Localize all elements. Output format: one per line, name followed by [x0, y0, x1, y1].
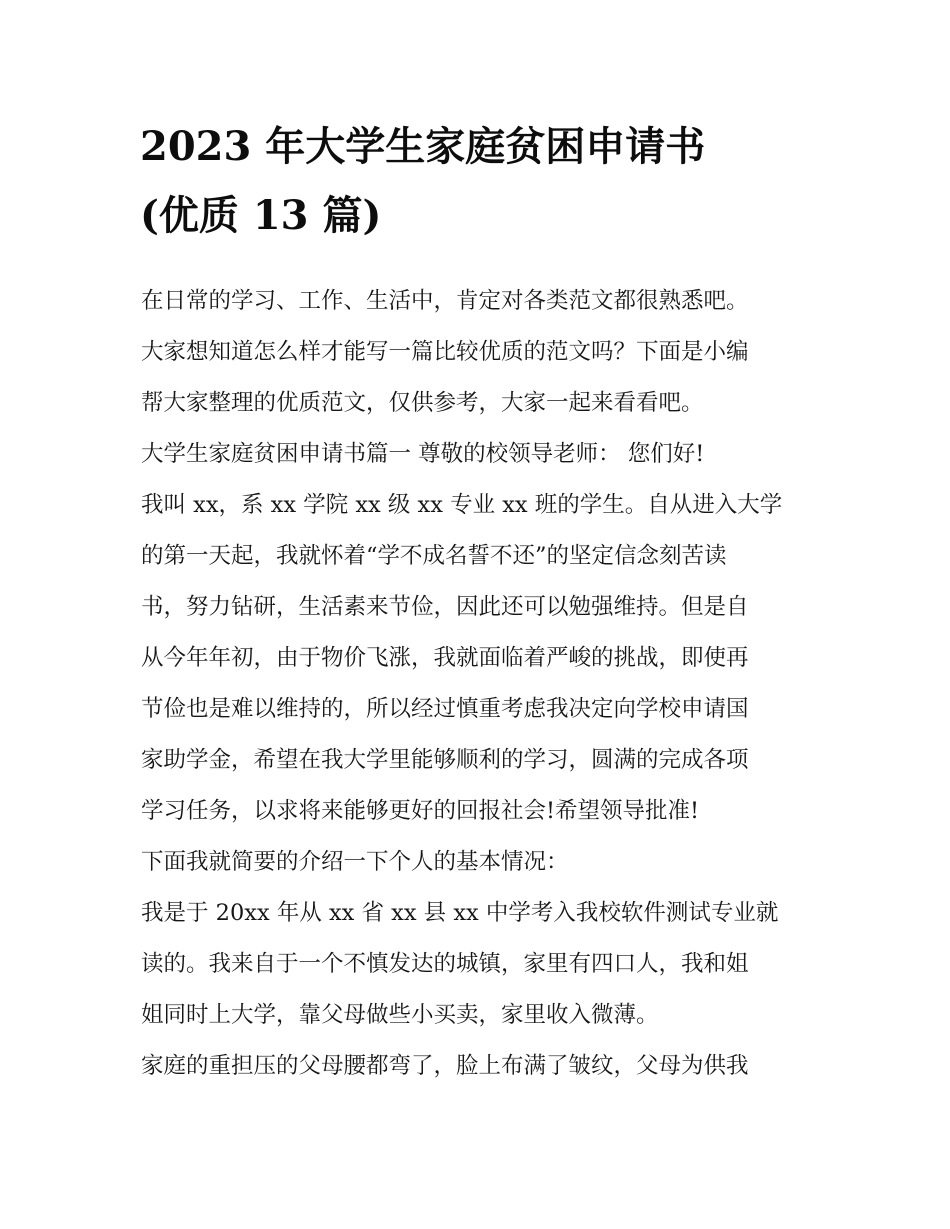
body-line: 读的。我来自于一个不慎发达的城镇，家里有四口人，我和姐: [141, 951, 749, 977]
body-line: 大学生家庭贫困申请书篇一 尊敬的校领导老师： 您们好!: [141, 441, 705, 467]
body-line: 的第一天起，我就怀着“学不成名誓不还”的坚定信念刻苦读: [141, 543, 727, 569]
title-line: (优质 13 篇): [140, 192, 382, 239]
body-line: 家庭的重担压的父母腰都弯了，脸上布满了皱纹，父母为供我: [141, 1053, 749, 1079]
body-line: 下面我就简要的介绍一下个人的基本情况：: [141, 849, 569, 875]
body-line: 家助学金，希望在我大学里能够顺利的学习，圆满的完成各项: [141, 747, 749, 773]
body-line: 我是于 20xx 年从 xx 省 xx 县 xx 中学考入我校软件测试专业就: [141, 900, 779, 926]
body-line: 节俭也是难以维持的，所以经过慎重考虑我决定向学校申请国: [141, 696, 749, 722]
title-line: 2023 年大学生家庭贫困申请书: [140, 123, 706, 170]
document-body: [141, 280, 821, 1096]
body-line: 帮大家整理的优质范文，仅供参考，大家一起来看看吧。: [141, 390, 704, 416]
body-line: 学习任务，以求将来能够更好的回报社会!希望领导批准!: [141, 798, 700, 824]
body-line: 大家想知道怎么样才能写一篇比较优质的范文吗？下面是小编: [141, 339, 749, 365]
body-line: 从今年年初，由于物价飞涨，我就面临着严峻的挑战，即使再: [141, 645, 749, 671]
document-title: [140, 112, 820, 250]
body-line: 姐同时上大学，靠父母做些小买卖，家里收入微薄。: [141, 1002, 659, 1028]
body-line: 书，努力钻研，生活素来节俭，因此还可以勉强维持。但是自: [141, 594, 749, 620]
body-line: 我叫 xx，系 xx 学院 xx 级 xx 专业 xx 班的学生。自从进入大学: [141, 492, 783, 518]
body-line: 在日常的学习、工作、生活中，肯定对各类范文都很熟悉吧。: [141, 288, 749, 314]
